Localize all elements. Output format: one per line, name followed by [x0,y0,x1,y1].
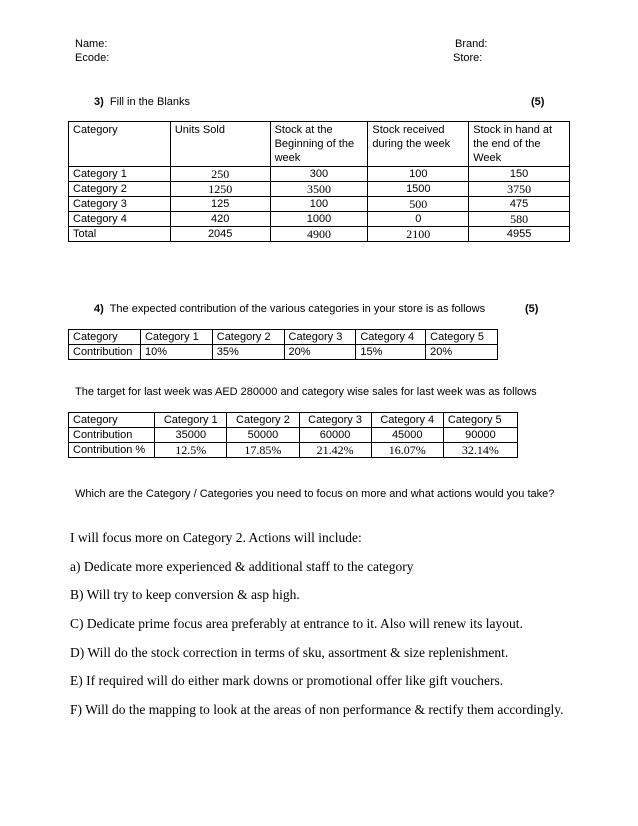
column-header: Category [69,122,171,167]
table-cell: Category 4 [356,330,426,345]
table-row [69,167,570,182]
target-text: The target for last week was AED 280000 and category wise sales for last week was as follows [75,386,537,398]
table-row [69,227,570,242]
table-cell: Category 1 [155,413,227,428]
table-cell: Contribution % [69,443,155,458]
answer-line: I will focus more on Category 2. Actions will include: [70,530,362,545]
table-row [69,212,570,227]
table-cell: 300 [270,167,368,182]
table-cell: 35% [212,345,284,360]
table-cell: Category 2 [212,330,284,345]
table-cell: Category 2 [227,413,299,428]
table-cell: Category 5 [443,413,517,428]
table-cell: Category 5 [426,330,498,345]
table-cell: 2045 [170,227,270,242]
column-header: Units Sold [170,122,270,167]
focus-question: Which are the Category / Categories you need to focus on more and what actions would you take? [75,488,555,500]
table-row [69,413,518,428]
table-cell: 100 [270,197,368,212]
brand-label: Brand: [455,38,488,50]
table-row [69,330,498,345]
table-cell: 60000 [299,428,371,443]
table-cell: 150 [469,167,570,182]
answer-line: B) Will try to keep conversion & asp high. [70,587,300,602]
table-cell: 45000 [371,428,443,443]
table-cell: 20% [426,345,498,360]
table-cell: 10% [140,345,212,360]
q3-marks: (5) [531,96,545,108]
table-cell: 4900 [270,227,368,242]
table-cell: 3500 [270,182,368,197]
table-cell: 4955 [469,227,570,242]
table-cell: 1250 [170,182,270,197]
answer-line: F) Will do the mapping to look at the areas of non performance & rectify them accordingly. [70,702,564,717]
table-cell: 15% [356,345,426,360]
column-header: Stock in hand at the end of the Week [469,122,570,167]
q3-heading [94,96,190,108]
table-cell: 3750 [469,182,570,197]
expected-contribution-table [68,329,498,360]
table-cell: Category 1 [69,167,171,182]
table-cell: Contribution [69,345,141,360]
table-cell: 475 [469,197,570,212]
table-cell: 580 [469,212,570,227]
table-cell: 2100 [368,227,469,242]
table-cell: 250 [170,167,270,182]
table-cell: Category 3 [299,413,371,428]
store-label: Store: [453,52,483,64]
table-cell: 0 [368,212,469,227]
table-cell: 16.07% [371,443,443,458]
table-cell: 20% [284,345,356,360]
table-cell: 125 [170,197,270,212]
q3-title: Fill in the Blanks [109,96,190,108]
q3-table [68,121,570,242]
table-row [69,443,518,458]
q4-heading [94,303,485,315]
table-cell: Category 1 [140,330,212,345]
table-cell: Category 4 [371,413,443,428]
table-cell: 90000 [443,428,517,443]
table-cell: 21.42% [299,443,371,458]
table-cell: Category 3 [69,197,171,212]
table-cell: 1000 [270,212,368,227]
column-header: Stock received during the week [368,122,469,167]
q4-number: 4) [94,303,104,315]
table-cell: Category 4 [69,212,171,227]
answer-line: a) Dedicate more experienced & additional staff to the category [70,559,414,574]
table-cell: 1500 [368,182,469,197]
sales-contribution-table [68,412,518,458]
q4-marks: (5) [525,303,539,315]
table-cell: Category [69,330,141,345]
table-cell: 100 [368,167,469,182]
table-row [69,182,570,197]
name-label: Name: [75,38,108,50]
column-header: Stock at the Beginning of the week [270,122,368,167]
table-cell: 17.85% [227,443,299,458]
answer-line: D) Will do the stock correction in terms of sku, assortment & size replenishment. [70,645,509,660]
ecode-label: Ecode: [75,52,110,64]
q4-title: The expected contribution of the various categories in your store is as follows [109,303,486,315]
table-cell: Category 3 [284,330,356,345]
table-row [69,428,518,443]
table-header-row [69,122,570,167]
q3-number: 3) [94,96,104,108]
answer-line: E) If required will do either mark downs or promotional offer like gift vouchers. [70,673,504,688]
answer-line: C) Dedicate prime focus area preferably at entrance to it. Also will renew its layout. [70,616,523,631]
table-cell: Total [69,227,171,242]
table-cell: 420 [170,212,270,227]
table-cell: 50000 [227,428,299,443]
table-cell: Contribution [69,428,155,443]
table-cell: 12.5% [155,443,227,458]
table-row [69,197,570,212]
table-cell: 500 [368,197,469,212]
table-row [69,345,498,360]
table-cell: 32.14% [443,443,517,458]
table-cell: Category [69,413,155,428]
table-cell: 35000 [155,428,227,443]
table-cell: Category 2 [69,182,171,197]
